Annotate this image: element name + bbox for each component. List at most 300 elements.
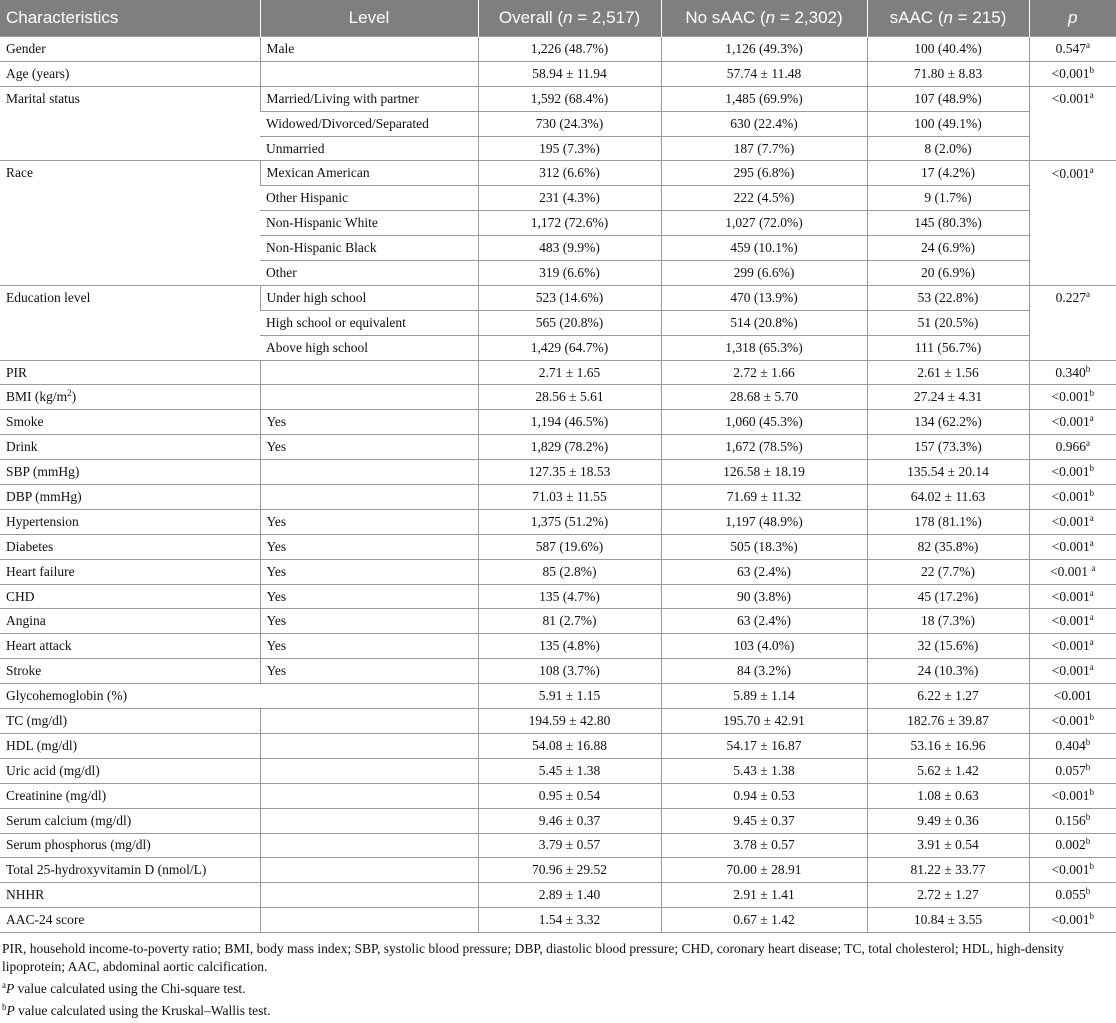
overall-value: 1,226 (48.7%) [478, 37, 661, 62]
table-row [0, 410, 1116, 435]
p-value [1029, 435, 1116, 460]
row-label: Uric acid (mg/dl) [0, 758, 260, 783]
saac-value: 107 (48.9%) [867, 86, 1029, 111]
table-row [0, 659, 1116, 684]
saac-value: 27.24 ± 4.31 [867, 385, 1029, 410]
p-value [1029, 335, 1116, 360]
saac-value: 53 (22.8%) [867, 285, 1029, 310]
row-level: Yes [260, 410, 478, 435]
p-number: <0.001 [1051, 588, 1090, 604]
n-symbol: n [563, 8, 573, 27]
p-number: <0.001 [1051, 389, 1090, 405]
p-number: 0.156 [1055, 812, 1086, 828]
saac-value: 2.61 ± 1.56 [867, 360, 1029, 385]
row-label: SBP (mmHg) [0, 460, 260, 485]
row-label: Heart failure [0, 559, 260, 584]
no-saac-value: 187 (7.7%) [661, 136, 867, 161]
table-row [0, 783, 1116, 808]
overall-value: 195 (7.3%) [478, 136, 661, 161]
row-level [260, 733, 478, 758]
p-value [1029, 908, 1116, 933]
p-number: <0.001 [1051, 65, 1090, 81]
row-level: Yes [260, 509, 478, 534]
overall-value: 523 (14.6%) [478, 285, 661, 310]
overall-value: 58.94 ± 11.94 [478, 61, 661, 86]
saac-value: 100 (40.4%) [867, 37, 1029, 62]
row-label: Total 25-hydroxyvitamin D (nmol/L) [0, 858, 260, 883]
no-saac-value: 1,197 (48.9%) [661, 509, 867, 534]
table-row [0, 883, 1116, 908]
row-level [260, 758, 478, 783]
p-number: <0.001 [1051, 613, 1090, 629]
no-saac-value: 54.17 ± 16.87 [661, 733, 867, 758]
saac-value: 2.72 ± 1.27 [867, 883, 1029, 908]
p-value [1029, 733, 1116, 758]
saac-value: 32 (15.6%) [867, 634, 1029, 659]
p-number: <0.001 [1051, 787, 1090, 803]
p-number: <0.001 [1051, 414, 1090, 430]
overall-value: 312 (6.6%) [478, 161, 661, 186]
p-number: 0.057 [1055, 762, 1086, 778]
row-level: Yes [260, 659, 478, 684]
row-label: Drink [0, 435, 260, 460]
row-label: AAC-24 score [0, 908, 260, 933]
p-footnote-marker: a [1089, 413, 1094, 424]
p-value [1029, 236, 1116, 261]
row-level: Mexican American [260, 161, 478, 186]
p-footnote-marker: b [1089, 711, 1094, 722]
row-label: Stroke [0, 659, 260, 684]
p-footnote-marker: b [1089, 911, 1094, 922]
row-level: Non-Hispanic White [260, 211, 478, 236]
p-footnote-marker: a [1085, 39, 1090, 50]
row-label: Serum phosphorus (mg/dl) [0, 833, 260, 858]
p-footnote-marker: a [1089, 512, 1094, 523]
table-row [0, 758, 1116, 783]
row-level: Yes [260, 584, 478, 609]
p-footnote-marker: b [1085, 811, 1091, 822]
table-row [0, 509, 1116, 534]
row-level: Unmarried [260, 136, 478, 161]
row-label: Marital status [0, 86, 260, 161]
footnote-a [2, 980, 1114, 998]
p-footnote-marker: b [1089, 861, 1094, 872]
p-footnote-marker: a [1085, 438, 1090, 449]
overall-value: 1,375 (51.2%) [478, 509, 661, 534]
p-value [1029, 261, 1116, 286]
overall-value: 2.71 ± 1.65 [478, 360, 661, 385]
overall-value: 81 (2.7%) [478, 609, 661, 634]
saac-value: 9.49 ± 0.36 [867, 808, 1029, 833]
p-number: <0.001 [1051, 712, 1090, 728]
p-value [1029, 833, 1116, 858]
row-level [260, 709, 478, 734]
row-label: Age (years) [0, 61, 260, 86]
p-number: <0.001 [1051, 488, 1090, 504]
no-saac-value: 90 (3.8%) [661, 584, 867, 609]
overall-value: 9.46 ± 0.37 [478, 808, 661, 833]
row-level [260, 858, 478, 883]
footnote-b-p: P [6, 1003, 15, 1019]
overall-value: 1,592 (68.4%) [478, 86, 661, 111]
abbreviations-note: PIR, household income-to-poverty ratio; BMI, body mass index; SBP, systolic blood pressure; DBP, diastolic blood pressure; CHD, coronary heart disease; TC, total cholesterol; HDL, high-density lipoprotein; AAC, abdominal aortic calcification. [2, 941, 1064, 975]
row-level: Other Hispanic [260, 186, 478, 211]
row-level [260, 908, 478, 933]
overall-value: 135 (4.8%) [478, 634, 661, 659]
header-level: Level [260, 0, 478, 37]
p-number: <0.001 [1051, 538, 1090, 554]
row-level: Other [260, 261, 478, 286]
no-saac-value: 1,126 (49.3%) [661, 37, 867, 62]
footnote-a-marker: a [2, 980, 6, 991]
p-number: 0.966 [1055, 439, 1086, 455]
saac-value: 81.22 ± 33.77 [867, 858, 1029, 883]
row-level: Yes [260, 559, 478, 584]
no-saac-value: 126.58 ± 18.19 [661, 460, 867, 485]
footnote-b-text: value calculated using the Kruskal–Wallis test. [14, 1003, 271, 1019]
row-level [260, 460, 478, 485]
p-number: 0.002 [1055, 837, 1086, 853]
overall-value: 231 (4.3%) [478, 186, 661, 211]
overall-value: 1.54 ± 3.32 [478, 908, 661, 933]
footnote-a-text: value calculated using the Chi-square test. [14, 981, 246, 997]
header-saac-n: = 215) [952, 8, 1007, 27]
p-number: <0.001 [1051, 862, 1090, 878]
p-footnote-marker: b [1085, 886, 1091, 897]
no-saac-value: 1,485 (69.9%) [661, 86, 867, 111]
overall-value: 5.91 ± 1.15 [478, 684, 661, 709]
p-value [1029, 883, 1116, 908]
p-number: <0.001 [1051, 90, 1090, 106]
header-no-saac-label: No sAAC ( [685, 8, 766, 27]
row-level: Yes [260, 634, 478, 659]
saac-value: 20 (6.9%) [867, 261, 1029, 286]
header-overall [478, 0, 661, 37]
overall-value: 127.35 ± 18.53 [478, 460, 661, 485]
p-number: 0.227 [1055, 290, 1086, 306]
table-row [0, 559, 1116, 584]
p-value [1029, 186, 1116, 211]
saac-value: 53.16 ± 16.96 [867, 733, 1029, 758]
p-number: 0.404 [1055, 737, 1086, 753]
table-row [0, 37, 1116, 62]
saac-value: 5.62 ± 1.42 [867, 758, 1029, 783]
overall-value: 194.59 ± 42.80 [478, 709, 661, 734]
saac-value: 24 (6.9%) [867, 236, 1029, 261]
overall-value: 108 (3.7%) [478, 659, 661, 684]
saac-value: 134 (62.2%) [867, 410, 1029, 435]
row-label: Glycohemoglobin (%) [0, 684, 478, 709]
p-footnote-marker: a [1089, 662, 1094, 673]
row-label: Creatinine (mg/dl) [0, 783, 260, 808]
saac-value: 3.91 ± 0.54 [867, 833, 1029, 858]
p-number: <0.001 [1051, 912, 1090, 928]
row-label: CHD [0, 584, 260, 609]
no-saac-value: 9.45 ± 0.37 [661, 808, 867, 833]
table-row [0, 709, 1116, 734]
overall-value: 730 (24.3%) [478, 111, 661, 136]
p-value [1029, 659, 1116, 684]
overall-value: 1,429 (64.7%) [478, 335, 661, 360]
row-level [260, 61, 478, 86]
no-saac-value: 0.94 ± 0.53 [661, 783, 867, 808]
no-saac-value: 299 (6.6%) [661, 261, 867, 286]
row-level: Yes [260, 435, 478, 460]
no-saac-value: 1,060 (45.3%) [661, 410, 867, 435]
no-saac-value: 2.91 ± 1.41 [661, 883, 867, 908]
overall-value: 483 (9.9%) [478, 236, 661, 261]
p-value [1029, 808, 1116, 833]
p-footnote-marker: b [1085, 736, 1091, 747]
row-label: TC (mg/dl) [0, 709, 260, 734]
overall-value: 70.96 ± 29.52 [478, 858, 661, 883]
no-saac-value: 63 (2.4%) [661, 609, 867, 634]
p-value [1029, 61, 1116, 86]
p-value [1029, 509, 1116, 534]
p-footnote-marker: b [1089, 64, 1094, 75]
table-row [0, 435, 1116, 460]
row-level [260, 485, 478, 510]
header-overall-n: = 2,517) [572, 8, 641, 27]
row-label: HDL (mg/dl) [0, 733, 260, 758]
p-value [1029, 86, 1116, 111]
row-level: Male [260, 37, 478, 62]
p-value [1029, 385, 1116, 410]
p-value [1029, 534, 1116, 559]
p-value [1029, 783, 1116, 808]
n-symbol: n [765, 8, 776, 27]
saac-value: 45 (17.2%) [867, 584, 1029, 609]
no-saac-value: 514 (20.8%) [661, 310, 867, 335]
overall-value: 565 (20.8%) [478, 310, 661, 335]
p-number: <0.001 [1051, 165, 1090, 181]
p-number: <0.001 [1051, 513, 1090, 529]
no-saac-value: 195.70 ± 42.91 [661, 709, 867, 734]
no-saac-value: 71.69 ± 11.32 [661, 485, 867, 510]
table-row [0, 808, 1116, 833]
p-value [1029, 285, 1116, 310]
footnote-b [2, 1002, 1114, 1020]
p-footnote-marker: b [1085, 836, 1091, 847]
saac-value: 145 (80.3%) [867, 211, 1029, 236]
row-level [260, 808, 478, 833]
table-row [0, 360, 1116, 385]
table-row [0, 285, 1116, 310]
saac-value: 82 (35.8%) [867, 534, 1029, 559]
no-saac-value: 1,672 (78.5%) [661, 435, 867, 460]
no-saac-value: 28.68 ± 5.70 [661, 385, 867, 410]
row-level [260, 385, 478, 410]
no-saac-value: 459 (10.1%) [661, 236, 867, 261]
p-footnote-marker: b [1085, 761, 1091, 772]
p-value [1029, 485, 1116, 510]
no-saac-value: 505 (18.3%) [661, 534, 867, 559]
no-saac-value: 295 (6.8%) [661, 161, 867, 186]
p-footnote-marker: b [1089, 487, 1094, 498]
p-footnote-marker: b [1089, 388, 1094, 399]
p-value [1029, 37, 1116, 62]
p-value [1029, 310, 1116, 335]
p-footnote-marker: a [1091, 562, 1096, 573]
p-number: <0.001 [1051, 663, 1090, 679]
row-label: DBP (mmHg) [0, 485, 260, 510]
row-level [260, 883, 478, 908]
p-footnote-marker: a [1089, 89, 1094, 100]
saac-value: 22 (7.7%) [867, 559, 1029, 584]
overall-value: 0.95 ± 0.54 [478, 783, 661, 808]
p-footnote-marker: a [1085, 289, 1090, 300]
p-footnote-marker: a [1089, 612, 1094, 623]
saac-value: 18 (7.3%) [867, 609, 1029, 634]
p-value [1029, 460, 1116, 485]
saac-value: 24 (10.3%) [867, 659, 1029, 684]
table-row [0, 733, 1116, 758]
p-footnote-marker: b [1085, 363, 1091, 374]
row-level: Non-Hispanic Black [260, 236, 478, 261]
table-footnotes [0, 933, 1116, 1020]
saac-value: 1.08 ± 0.63 [867, 783, 1029, 808]
saac-value: 100 (49.1%) [867, 111, 1029, 136]
row-level: Widowed/Divorced/Separated [260, 111, 478, 136]
saac-value: 182.76 ± 39.87 [867, 709, 1029, 734]
p-footnote-marker: a [1089, 537, 1094, 548]
p-value [1029, 858, 1116, 883]
row-level [260, 360, 478, 385]
overall-value: 135 (4.7%) [478, 584, 661, 609]
table-row [0, 61, 1116, 86]
saac-value: 9 (1.7%) [867, 186, 1029, 211]
table-row [0, 833, 1116, 858]
overall-value: 587 (19.6%) [478, 534, 661, 559]
row-level: Under high school [260, 285, 478, 310]
header-p: p [1029, 0, 1116, 37]
no-saac-value: 470 (13.9%) [661, 285, 867, 310]
row-label: Diabetes [0, 534, 260, 559]
p-value: <0.001 [1029, 684, 1116, 709]
table-row [0, 858, 1116, 883]
no-saac-value: 1,318 (65.3%) [661, 335, 867, 360]
header-overall-label: Overall ( [498, 8, 564, 27]
table-row [0, 385, 1116, 410]
footnote-a-p: P [6, 981, 15, 997]
p-footnote-marker: b [1089, 786, 1094, 797]
bmi-label-end: ) [71, 389, 77, 405]
saac-value: 10.84 ± 3.55 [867, 908, 1029, 933]
no-saac-value: 5.89 ± 1.14 [661, 684, 867, 709]
overall-value: 2.89 ± 1.40 [478, 883, 661, 908]
overall-value: 54.08 ± 16.88 [478, 733, 661, 758]
row-label: Gender [0, 37, 260, 62]
table-row [0, 485, 1116, 510]
p-footnote-marker: a [1089, 637, 1094, 648]
row-label: NHHR [0, 883, 260, 908]
row-label: Race [0, 161, 260, 285]
table-row [0, 534, 1116, 559]
overall-value: 1,194 (46.5%) [478, 410, 661, 435]
p-number: <0.001 [1050, 563, 1092, 579]
overall-value: 3.79 ± 0.57 [478, 833, 661, 858]
p-footnote-marker: b [1089, 463, 1094, 474]
p-value [1029, 161, 1116, 186]
header-saac-label: sAAC ( [889, 8, 944, 27]
p-number: <0.001 [1051, 638, 1090, 654]
n-symbol: n [943, 8, 953, 27]
no-saac-value: 1,027 (72.0%) [661, 211, 867, 236]
no-saac-value: 57.74 ± 11.48 [661, 61, 867, 86]
saac-value: 6.22 ± 1.27 [867, 684, 1029, 709]
header-no-saac [661, 0, 867, 37]
p-footnote-marker: a [1089, 164, 1094, 175]
no-saac-value: 63 (2.4%) [661, 559, 867, 584]
row-label: Serum calcium (mg/dl) [0, 808, 260, 833]
overall-value: 1,172 (72.6%) [478, 211, 661, 236]
no-saac-value: 70.00 ± 28.91 [661, 858, 867, 883]
p-value [1029, 609, 1116, 634]
no-saac-value: 2.72 ± 1.66 [661, 360, 867, 385]
saac-value: 111 (56.7%) [867, 335, 1029, 360]
row-label: PIR [0, 360, 260, 385]
row-level: High school or equivalent [260, 310, 478, 335]
table-row [0, 460, 1116, 485]
p-value [1029, 360, 1116, 385]
no-saac-value: 0.67 ± 1.42 [661, 908, 867, 933]
saac-value: 178 (81.1%) [867, 509, 1029, 534]
footnote-b-marker: b [2, 1002, 7, 1013]
no-saac-value: 84 (3.2%) [661, 659, 867, 684]
p-value [1029, 111, 1116, 136]
row-level [260, 783, 478, 808]
table-row [0, 908, 1116, 933]
overall-value: 5.45 ± 1.38 [478, 758, 661, 783]
table-row [0, 584, 1116, 609]
saac-value: 64.02 ± 11.63 [867, 485, 1029, 510]
table-row [0, 609, 1116, 634]
row-level: Married/Living with partner [260, 86, 478, 111]
p-number: 0.340 [1055, 364, 1086, 380]
no-saac-value: 103 (4.0%) [661, 634, 867, 659]
row-label: Education level [0, 285, 260, 360]
row-label: Smoke [0, 410, 260, 435]
saac-value: 17 (4.2%) [867, 161, 1029, 186]
p-value [1029, 136, 1116, 161]
no-saac-value: 630 (22.4%) [661, 111, 867, 136]
header-saac [867, 0, 1029, 37]
table-row [0, 86, 1116, 111]
overall-value: 71.03 ± 11.55 [478, 485, 661, 510]
row-label: Heart attack [0, 634, 260, 659]
header-characteristics: Characteristics [0, 0, 260, 37]
row-level: Yes [260, 534, 478, 559]
overall-value: 1,829 (78.2%) [478, 435, 661, 460]
table-row [0, 684, 1116, 709]
p-value [1029, 758, 1116, 783]
saac-value: 71.80 ± 8.83 [867, 61, 1029, 86]
overall-value: 28.56 ± 5.61 [478, 385, 661, 410]
p-value [1029, 584, 1116, 609]
no-saac-value: 5.43 ± 1.38 [661, 758, 867, 783]
bmi-label: BMI (kg/m [6, 389, 68, 405]
p-value [1029, 559, 1116, 584]
header-row [0, 0, 1116, 37]
saac-value: 51 (20.5%) [867, 310, 1029, 335]
p-value [1029, 410, 1116, 435]
saac-value: 8 (2.0%) [867, 136, 1029, 161]
row-level: Above high school [260, 335, 478, 360]
row-level: Yes [260, 609, 478, 634]
header-no-saac-n: = 2,302) [775, 8, 843, 27]
p-value [1029, 211, 1116, 236]
row-label: Hypertension [0, 509, 260, 534]
